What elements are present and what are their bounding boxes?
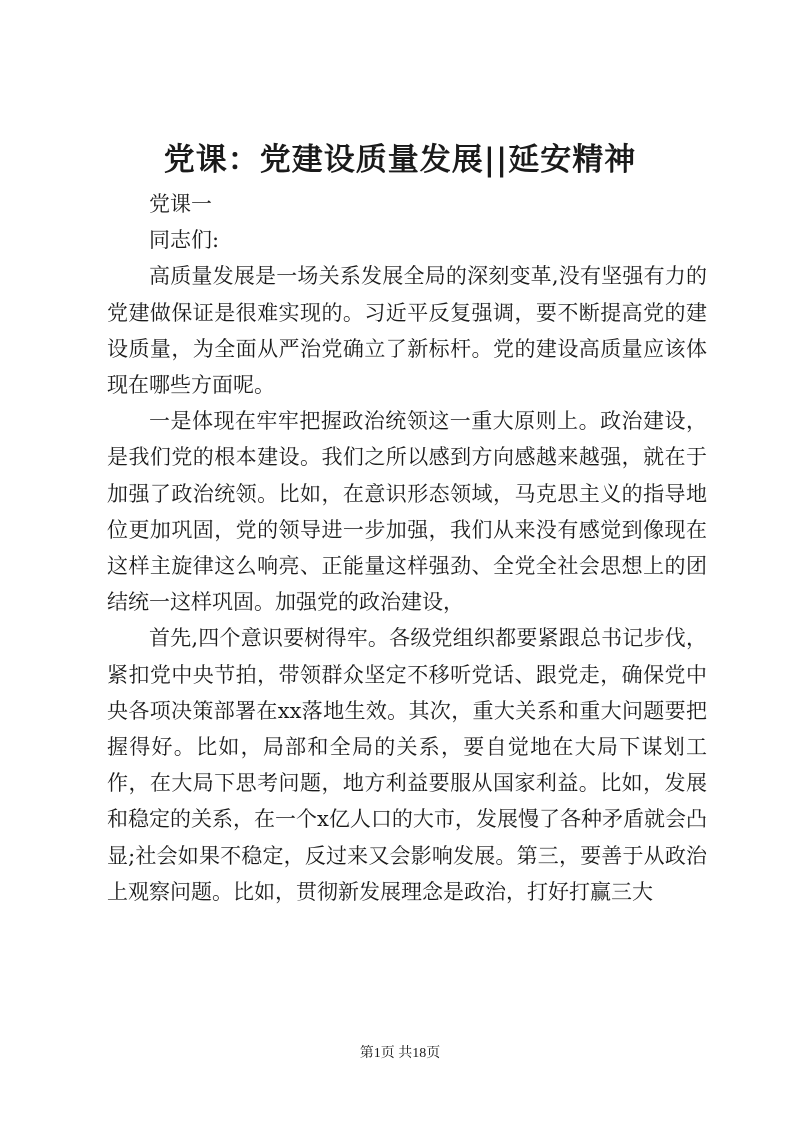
paragraph-heading: 党课一 — [149, 192, 212, 216]
paragraph-intro: 高质量发展是一场关系发展全局的深刻变革,没有坚强有力的党建做保证是很难实现的。习近平反复强调，要不断提高党的建设质量，为全面从严治党确立了新标杆。党的建设高质量应该体现在哪些方面呢。 — [107, 264, 707, 398]
document-title: 党课：党建设质量发展||延安精神 — [163, 142, 637, 178]
document-body — [107, 186, 707, 910]
paragraph-point-one: 一是体现在牢牢把握政治统领这一重大原则上。政治建设，是我们党的根本建设。我们之所以感到方向感越来越强，就在于加强了政治统领。比如，在意识形态领域，马克思主义的指导地位更加巩固，党的领导进一步加强，我们从来没有感觉到像现在这样主旋律这么响亮、正能量这样强劲、全党全社会思想上的团结统一这样巩固。加强党的政治建设， — [107, 409, 707, 615]
paragraph-salutation: 同志们: — [149, 228, 220, 253]
paragraph-first-second-third: 首先,四个意识要树得牢。各级党组织都要紧跟总书记步伐，紧扣党中央节拍，带领群众坚定不移听党话、跟党走，确保党中央各项决策部署在xx落地生效。其次，重大关系和重大问题要把握得好。比如，局部和全局的关系，要自觉地在大局下谋划工作，在大局下思考问题，地方利益要服从国家利益。比如，发展和稳定的关系，在一个x亿人口的大市，发展慢了各种矛盾就会凸显;社会如果不稳定，反过来又会影响发展。第三，要善于从政治上观察问题。比如，贯彻新发展理念是政治，打好打赢三大 — [107, 626, 707, 904]
page-footer: 第1页 共18页 — [359, 1046, 441, 1061]
